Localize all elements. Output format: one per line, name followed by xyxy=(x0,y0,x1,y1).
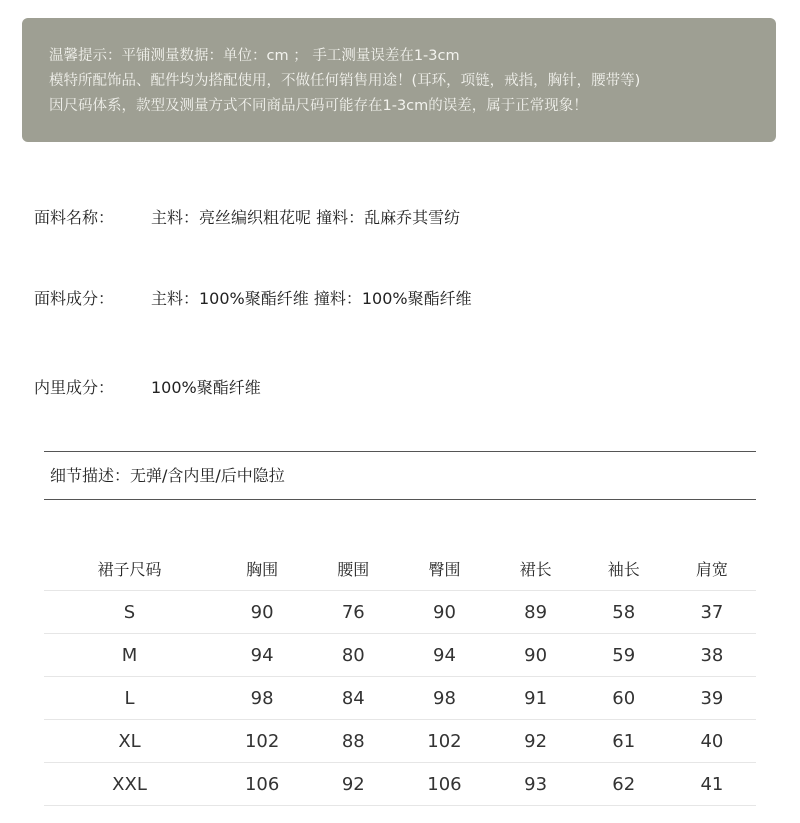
table-cell: 38 xyxy=(668,634,756,677)
notice-banner xyxy=(22,18,776,142)
table-cell: 80 xyxy=(309,634,397,677)
notice-line: 因尺码体系，款型及测量方式不同商品尺码可能存在1-3cm的误差，属于正常现象！ xyxy=(49,98,588,114)
table-cell: 92 xyxy=(309,763,397,806)
table-row xyxy=(44,591,756,634)
fabric-name-label: 面料名称： xyxy=(34,208,115,227)
lining-value: 100%聚酯纤维 xyxy=(151,378,261,397)
table-cell: 98 xyxy=(215,677,309,720)
table-cell: 41 xyxy=(668,763,756,806)
fabric-composition-row xyxy=(34,286,472,309)
table-cell: 90 xyxy=(492,634,580,677)
header-skirt-length: 裙长 xyxy=(519,559,552,579)
header-shoulder-width: 肩宽 xyxy=(695,559,728,579)
table-cell: 58 xyxy=(580,591,668,634)
divider xyxy=(44,499,756,500)
table-cell: M xyxy=(44,634,215,677)
table-cell: 37 xyxy=(668,591,756,634)
table-cell: 84 xyxy=(309,677,397,720)
lining-label: 内里成分： xyxy=(34,378,115,397)
table-cell: 102 xyxy=(215,720,309,763)
header-sleeve-length: 袖长 xyxy=(607,559,640,579)
table-cell: 62 xyxy=(580,763,668,806)
table-cell: 94 xyxy=(397,634,491,677)
table-cell: 92 xyxy=(492,720,580,763)
notice-line: 模特所配饰品、配件均为搭配使用，不做任何销售用途！(耳环，项链，戒指，胸针，腰带等) xyxy=(49,73,641,89)
table-row xyxy=(44,634,756,677)
header-size: 裙子尺码 xyxy=(97,559,162,579)
table-cell: 88 xyxy=(309,720,397,763)
table-row xyxy=(44,677,756,720)
table-cell: XXL xyxy=(44,763,215,806)
size-table xyxy=(44,546,756,806)
header-bust: 胸围 xyxy=(246,559,279,579)
table-cell: 106 xyxy=(397,763,491,806)
table-cell: S xyxy=(44,591,215,634)
header-hip: 臀围 xyxy=(428,559,461,579)
table-cell: 106 xyxy=(215,763,309,806)
fabric-composition-value: 主料：100%聚酯纤维 撞料：100%聚酯纤维 xyxy=(151,289,472,308)
table-cell: 76 xyxy=(309,591,397,634)
table-cell: 98 xyxy=(397,677,491,720)
notice-line: 温馨提示：平铺测量数据：单位：cm ； 手工测量误差在1-3cm xyxy=(49,48,460,64)
table-cell: XL xyxy=(44,720,215,763)
header-waist: 腰围 xyxy=(337,559,370,579)
table-cell: 91 xyxy=(492,677,580,720)
divider xyxy=(44,451,756,452)
table-row xyxy=(44,720,756,763)
fabric-name-value: 主料：亮丝编织粗花呢 撞料：乱麻乔其雪纺 xyxy=(151,208,461,227)
lining-row xyxy=(34,375,261,398)
table-cell: 93 xyxy=(492,763,580,806)
fabric-name-row xyxy=(34,205,460,228)
table-cell: 94 xyxy=(215,634,309,677)
table-cell: 40 xyxy=(668,720,756,763)
table-cell: 61 xyxy=(580,720,668,763)
table-cell: 90 xyxy=(215,591,309,634)
table-header-row xyxy=(44,546,756,591)
table-cell: 102 xyxy=(397,720,491,763)
table-cell: 90 xyxy=(397,591,491,634)
table-cell: L xyxy=(44,677,215,720)
table-cell: 59 xyxy=(580,634,668,677)
table-cell: 89 xyxy=(492,591,580,634)
table-row xyxy=(44,763,756,806)
table-cell: 60 xyxy=(580,677,668,720)
detail-description: 细节描述：无弹/含内里/后中隐拉 xyxy=(50,466,285,485)
fabric-composition-label: 面料成分： xyxy=(34,289,115,308)
table-cell: 39 xyxy=(668,677,756,720)
